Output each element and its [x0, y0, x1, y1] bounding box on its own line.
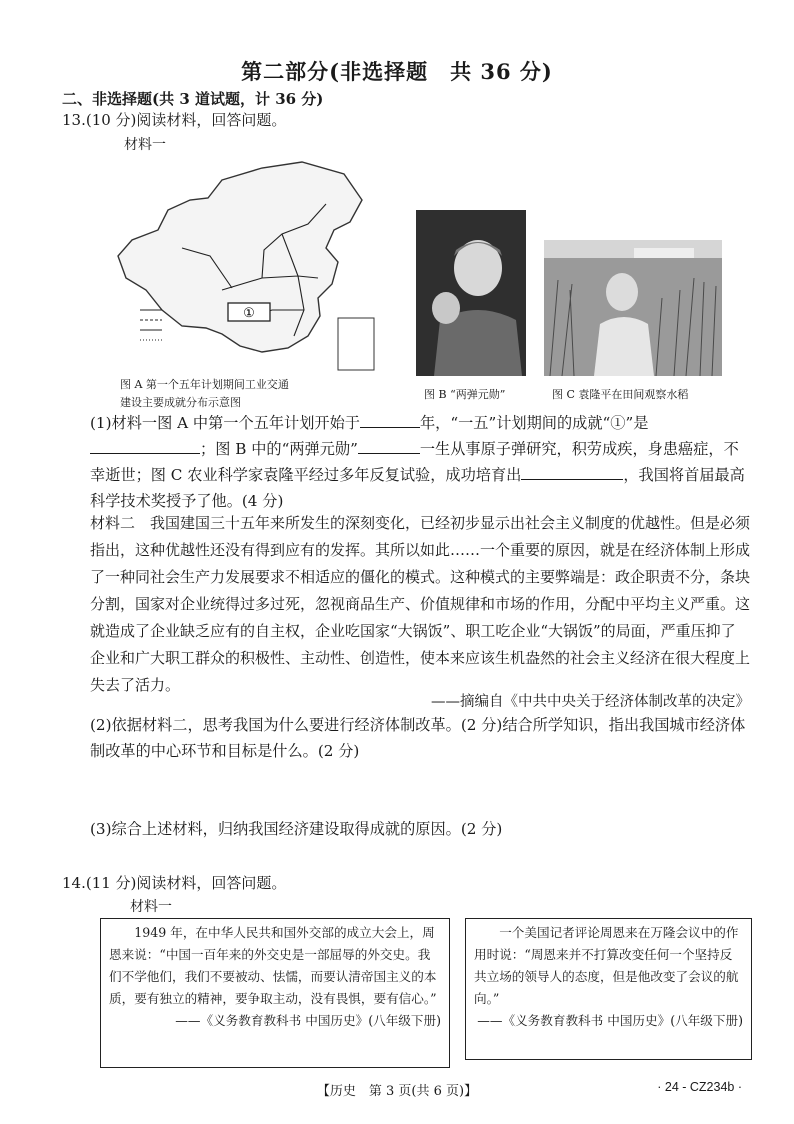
answer-blank-achievement[interactable]: [90, 453, 200, 454]
fig-a-china-map: [112, 160, 382, 375]
q14-box1-text: 1949 年，在中华人民共和国外交部的成立大会上，周恩来说：“中国一百年来的外交史是一部屈辱的外交史。我们不学他们，我们不要被动、怯懦，而要认清帝国主义的本质，要有独立的精神，要争取主动，没有畏惧，要有信心。”: [109, 925, 437, 1006]
fig-a-caption: [120, 376, 360, 412]
fig-c-caption: 图 C 袁隆平在田间观察水稻: [552, 388, 689, 401]
q13-sub1-text-e: ，我国将首届最高科学技术奖授予了他。(4 分): [90, 466, 745, 510]
exam-code: · 24 - CZ234b ·: [657, 1080, 742, 1094]
fig-c-photo: [544, 240, 722, 376]
page-footer: 【历史 第 3 页(共 6 页)】: [316, 1084, 478, 1099]
q14-box2-source: ——《义务教育教科书 中国历史》(八年级下册): [477, 1013, 743, 1028]
q13-material2: 材料二 我国建国三十五年来所发生的深刻变化，已经初步显示出社会主义制度的优越性。但是必须指出，这种优越性还没有得到应有的发挥。其所以如此……一个重要的原因，就是在经济体制上形成了一种同社会生产力发展要求不相适应的僵化的模式。这种模式的主要弊端是：政企职责不分，条块分割，国家对企业统得过多过死，忽视商品生产、价值规律和市场的作用，分配中平均主义严重。这就造成了企业缺乏应有的自主权，企业吃国家“大锅饭”、职工吃企业“大锅饭”的局面，严重压抑了企业和广大职工群众的积极性、主动性、创造性，使本来应该生机盎然的社会主义经济在很大程度上失去了活力。: [90, 514, 751, 694]
page-title: 第二部分(非选择题 共 36 分): [241, 59, 553, 84]
map-marker-text: ①: [243, 306, 255, 321]
q13-material1-label: 材料一: [124, 137, 166, 153]
q13-sub1-text-d: 一生从事原子弹研究，积劳成疾，身患癌症，不幸逝世；图 C 农业科学家袁隆平经过多年反复试验，成功培育出: [90, 440, 739, 484]
fig-b-caption: 图 B “两弹元勋”: [424, 388, 506, 401]
question-14-stem: 14.(11 分)阅读材料，回答问题。: [62, 874, 287, 892]
q13-sub3: (3)综合上述材料，归纳我国经济建设取得成就的原因。(2 分): [90, 820, 503, 838]
q14-quote-box-2: [465, 918, 752, 1060]
q14-material1-label: 材料一: [130, 899, 172, 915]
answer-blank-rice[interactable]: [521, 479, 623, 480]
fig-a-caption-line1: 图 A 第一个五年计划期间工业交通: [120, 378, 289, 391]
q13-sub1: [90, 410, 750, 514]
fig-a-caption-line2: 建设主要成就分布示意图: [120, 396, 241, 409]
answer-blank-scientist[interactable]: [358, 453, 420, 454]
map-legend: [140, 310, 162, 340]
q13-sub2: (2)依据材料二，思考我国为什么要进行经济体制改革。(2 分)结合所学知识，指出我国城市经济体制改革的中心环节和目标是什么。(2 分): [90, 716, 746, 760]
question-13-stem: 13.(10 分)阅读材料，回答问题。: [62, 111, 287, 129]
q14-box2-text: 一个美国记者评论周恩来在万隆会议中的作用时说：“周恩来并不打算改变任何一个坚持反共立场的领导人的态度，但是他改变了会议的航向。”: [474, 925, 739, 1006]
q13-sub1-text-c: ；图 B 中的“两弹元勋”: [200, 440, 358, 458]
section-heading: 二、非选择题(共 3 道试题，计 36 分): [62, 90, 324, 108]
answer-blank-year[interactable]: [360, 427, 420, 428]
q13-material2-source: ——摘编自《中共中央关于经济体制改革的决定》: [431, 694, 750, 710]
q14-quote-box-1: [100, 918, 450, 1068]
q13-sub1-text-a: (1)材料一图 A 中第一个五年计划开始于: [90, 414, 360, 432]
fig-b-photo: [416, 210, 526, 376]
south-sea-inset: [338, 318, 374, 370]
china-outline: [118, 162, 362, 352]
q14-box1-source: ——《义务教育教科书 中国历史》(八年级下册): [175, 1013, 441, 1028]
q13-sub1-text-b: 年，“一五”计划期间的成就“①”是: [419, 414, 649, 432]
